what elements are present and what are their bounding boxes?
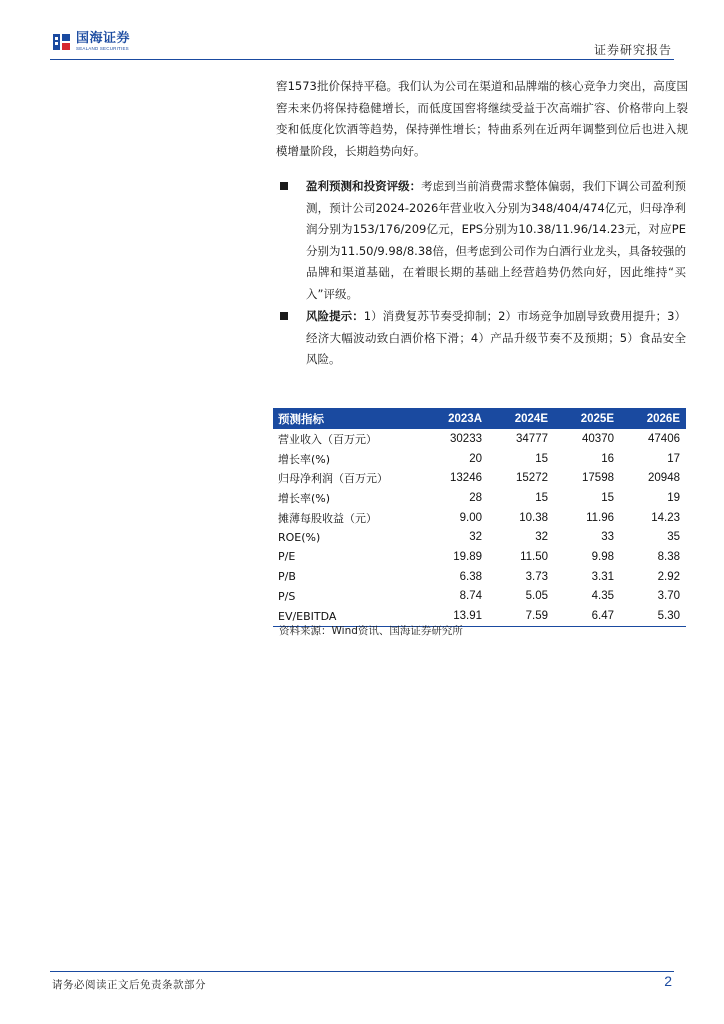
table-cell: 17598 (582, 472, 614, 485)
table-cell: 35 (667, 531, 680, 544)
logo-mark-icon (52, 32, 72, 52)
risk-warning-heading: 风险提示： (306, 309, 364, 323)
column-header: 预测指标 (278, 411, 324, 426)
forecast-rating-bullet (280, 176, 686, 305)
bullet-square-icon (280, 182, 288, 190)
table-row (273, 527, 686, 547)
table-cell: 5.30 (620, 606, 686, 626)
table-cell: 28 (469, 491, 482, 504)
table-cell: 19.89 (453, 550, 482, 563)
bullet-square-icon (280, 312, 288, 320)
table-cell: 32 (469, 531, 482, 544)
forecast-rating-text (306, 176, 686, 305)
table-cell: 15 (535, 491, 548, 504)
forecast-table (273, 408, 686, 627)
row-label: 增长率(%) (278, 452, 331, 466)
table-row (273, 449, 686, 469)
table-cell: 33 (601, 531, 614, 544)
company-logo (52, 31, 130, 53)
footer-divider (50, 971, 674, 972)
table-cell: 10.38 (519, 511, 548, 524)
row-label: 归母净利润（百万元） (278, 472, 388, 486)
intro-paragraph: 窖1573批价保持平稳。我们认为公司在渠道和品牌端的核心竞争力突出，高度国窖未来仍将保持稳健增长，而低度国窖将继续受益于次高端扩容、价格带向上裂变和低度化饮酒等趋势，保持弹性增长；特曲系列在近两年调整到位后也进入规模增量阶段，长期趋势向好。 (276, 79, 688, 158)
table-cell: 8.38 (657, 550, 680, 563)
risk-warning-body: 1）消费复苏节奏受抑制；2）市场竞争加剧导致费用提升；3）经济大幅波动致白酒价格下滑；4）产品升级节奏不及预期；5）食品安全风险。 (306, 309, 686, 366)
table-cell: 15272 (516, 472, 548, 485)
table-row (273, 429, 686, 449)
table-cell: 4.35 (591, 590, 614, 603)
table-cell: 9.98 (591, 550, 614, 563)
logo-chinese-name: 国海证券 (76, 31, 131, 46)
forecast-rating-body: 考虑到当前消费需求整体偏弱，我们下调公司盈利预测，预计公司2024-2026年营业收入分别为348/404/474亿元，归母净利润分别为153/176/209亿元，EPS分别为10.38/11.96/14.23元，对应PE分别为11.50/9.98/8.38倍，但考虑到公司作为白酒行业龙头，具备较强的品牌和渠道基础，在着眼长期的基础上经营趋势仍然向好，因此维持“买入”评级。 (306, 179, 686, 301)
table-cell: 47406 (648, 432, 680, 445)
table-cell: 7.59 (488, 606, 554, 626)
table-cell: 3.31 (591, 570, 614, 583)
table-cell: 6.38 (459, 570, 482, 583)
table-cell: 13246 (450, 472, 482, 485)
table-cell: 11.96 (586, 511, 614, 524)
table-cell: 3.70 (657, 590, 680, 603)
table-row (273, 567, 686, 587)
table-cell: 40370 (582, 432, 614, 445)
forecast-rating-heading: 盈利预测和投资评级： (306, 179, 422, 193)
table-cell: 6.47 (554, 606, 620, 626)
row-label: EV/EBITDA (273, 606, 425, 626)
table-cell: 30233 (450, 432, 482, 445)
table-row (273, 587, 686, 607)
footer-disclaimer: 请务必阅读正文后免责条款部分 (52, 979, 206, 991)
table-cell: 15 (535, 452, 548, 465)
table-cell: 17 (667, 452, 680, 465)
page-header (0, 0, 724, 62)
row-label: 摊薄每股收益（元） (278, 511, 377, 525)
table-cell: 34777 (516, 432, 548, 445)
table-row (273, 547, 686, 567)
table-row (273, 508, 686, 528)
risk-warning-text (306, 306, 686, 371)
table-cell: 16 (601, 452, 614, 465)
table-row (273, 488, 686, 508)
risk-warning-bullet (280, 306, 686, 371)
table-cell: 14.23 (651, 511, 680, 524)
table-cell: 3.73 (525, 570, 548, 583)
table-cell: 32 (535, 531, 548, 544)
table-cell: 13.91 (425, 606, 488, 626)
row-label: P/S (278, 589, 296, 603)
table-cell: 20948 (648, 472, 680, 485)
column-header: 2025E (580, 412, 614, 425)
table-row (273, 468, 686, 488)
column-header: 2024E (514, 412, 548, 425)
table-cell: 9.00 (459, 511, 482, 524)
table-cell: 5.05 (525, 590, 548, 603)
table-cell: 8.74 (459, 590, 482, 603)
table-cell: 15 (601, 491, 614, 504)
table-header-row (273, 408, 686, 429)
row-label: 营业收入（百万元） (278, 432, 377, 446)
row-label: 增长率(%) (278, 491, 331, 505)
row-label: P/B (278, 570, 296, 584)
page-number: 2 (664, 973, 672, 989)
column-header: 2026E (646, 412, 680, 425)
table-source-note: 资料来源：Wind资讯、国海证券研究所 (279, 625, 463, 637)
row-label: P/E (278, 550, 296, 564)
header-divider (50, 59, 674, 60)
table-cell: 20 (469, 452, 482, 465)
column-header: 2023A (448, 412, 482, 425)
table-cell: 19 (667, 491, 680, 504)
table-cell: 2.92 (657, 570, 680, 583)
table-cell: 11.50 (520, 550, 548, 563)
logo-english-name: SEALAND SECURITIES (76, 46, 129, 51)
report-type-title: 证券研究报告 (593, 43, 672, 57)
row-label: ROE(%) (278, 530, 321, 544)
